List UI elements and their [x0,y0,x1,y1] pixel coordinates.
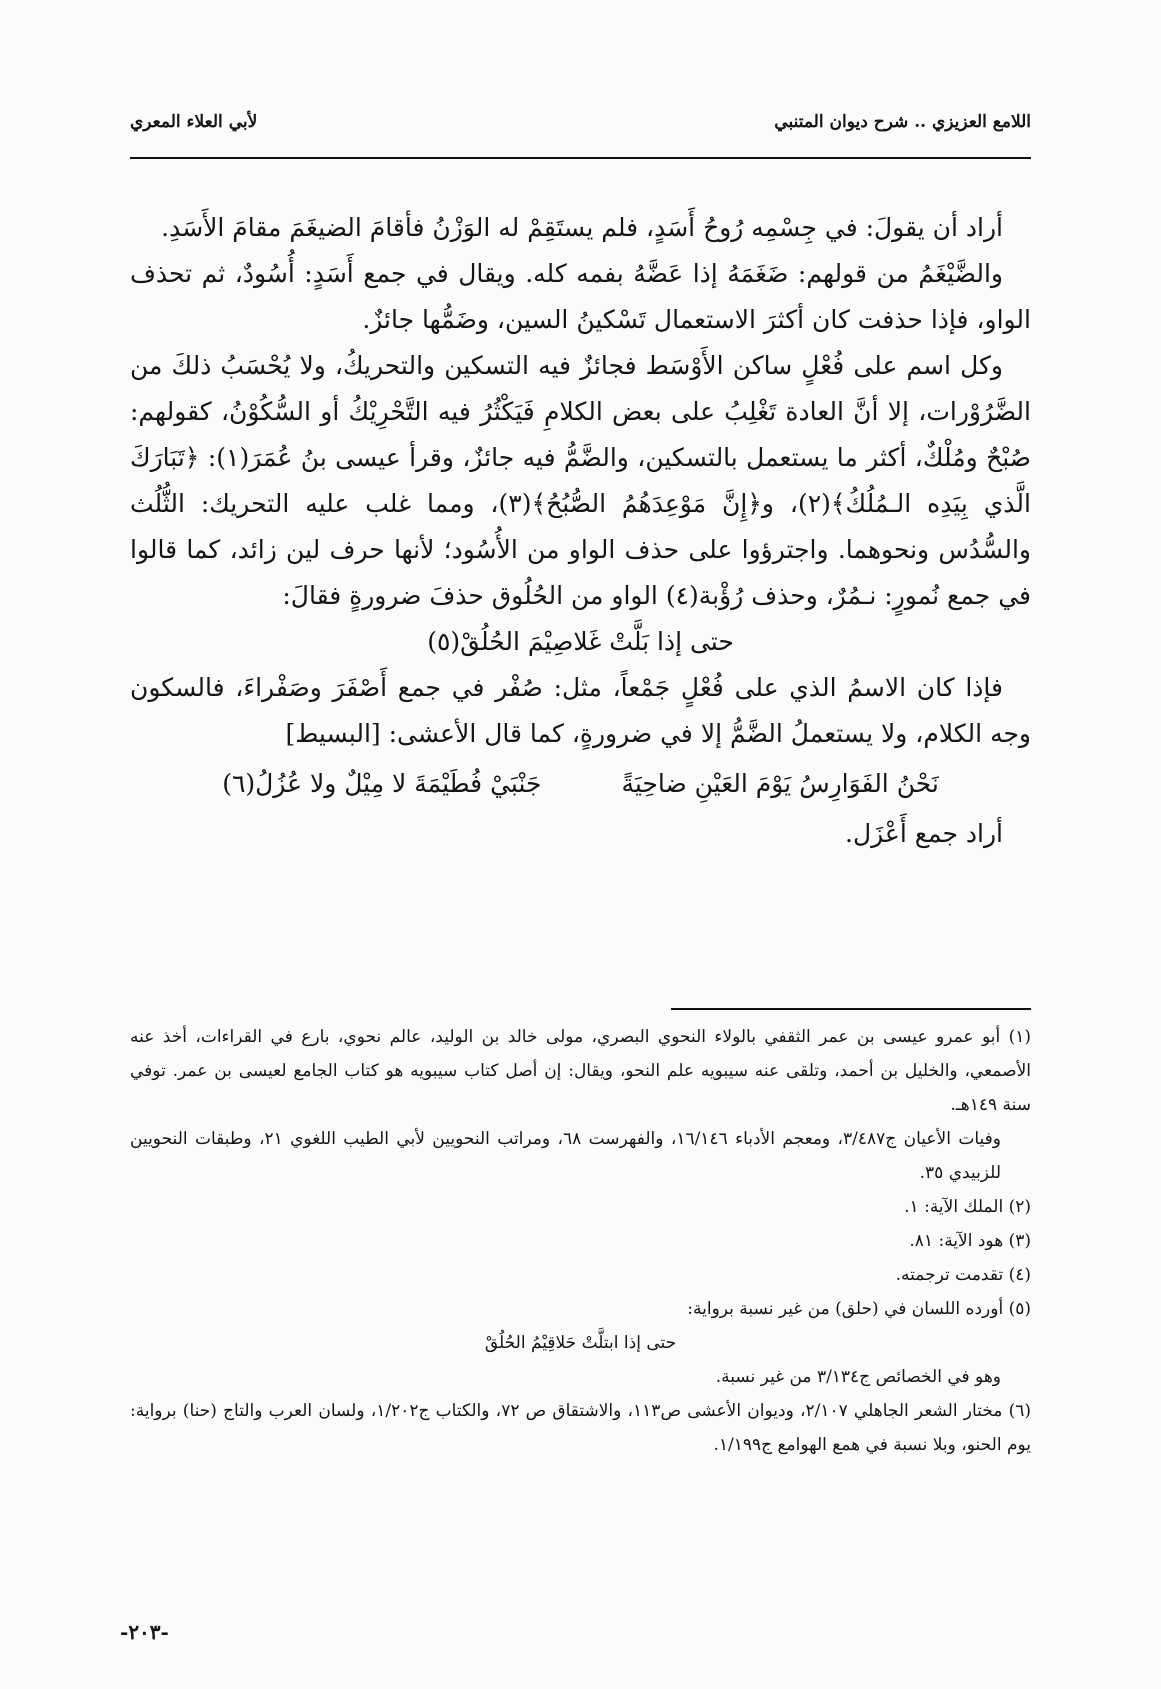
verse-hemistich-second: جَنْبَيْ فُطَيْمَةَ لا مِيْلٌ ولا عُزُلُ(٦) [222,769,542,798]
footnote-4: (٤) تقدمت ترجمته. [895,1265,1031,1285]
verse-hemistich-first: نَحْنُ الفَوَارِسُ يَوْمَ العَيْنِ ضاحِيَةً [621,769,939,798]
header-author: لأبي العلاء المعري [130,112,258,132]
verse-line-2 [130,759,1031,809]
footnote-5: (٥) أورده اللسان في (حلق) من غير نسبة برواية: [687,1299,1031,1319]
paragraph-4: فإذا كان الاسمُ الذي على فُعْلٍ جَمْعاً، مثل: صُفْر في جمع أَصْفَرَ وصَفْراءَ، فالسكون وجه الكلام، ولا يستعملُ الضَّمُّ إلا في ضرورةٍ، كما قال الأعشى: [البسيط] [130,673,1031,748]
footnote-3: (٣) هود الآية: ٨١. [909,1231,1031,1251]
paragraph-1: أراد أن يقولَ: في جِسْمِه رُوحُ أَسَدٍ، فلم يستَقِمْ له الوَزْنُ فأقامَ الضيغَمَ مقامَ الأَسَدِ. [161,213,1003,242]
paragraph-2: والضَّيْغَمُ من قولهم: ضَغَمَهُ إذا عَضَّهُ بفمه كله. ويقال في جمع أَسَدٍ: أُسُودٌ، ثم تحذف الواو، فإذا حذفت كان أكثرَ الاستعمال تَسْكينُ السين، وضَمُّها جائزٌ. [130,259,1031,334]
footnote-1: (١) أبو عمرو عيسى بن عمر الثقفي بالولاء النحوي البصري، مولى خالد بن الوليد، عالم نحوي، بارع في القراءات، أخذ عنه الأصمعي، والخليل بن أحمد، وتلقى عنه سيبويه علم النحو، ويقال: إن أصل كتاب سيبويه هو كتاب الجامع لعيسى بن عمر. توفي سنة ١٤٩هـ. [130,1027,1031,1115]
footnotes [130,1020,1031,1462]
page-number: -٢٠٣- [120,1620,169,1644]
footnote-5-note: وهو في الخصائص ج٣/١٣٤ من غير نسبة. [715,1367,1001,1387]
footnote-6: (٦) مختار الشعر الجاهلي ٢/١٠٧، وديوان الأعشى ص١١٣، والاشتقاق ص ٧٢، والكتاب ج١/٢٠٢، ولسان العرب والتاج (حنا) برواية: يوم الحنو، وبلا نسبة في همع الهوامع ج١/١٩٩. [130,1401,1031,1455]
header-book-title: اللامع العزيزي .. شرح ديوان المتنبي [774,112,1031,132]
verse-line-1: حتى إذا بَلَّتْ غَلاصِيْمَ الحُلُقْ(٥) [427,627,734,656]
header-rule [130,157,1031,159]
footnote-5-verse: حتى إذا ابتلَّتْ حَلاقِيْمُ الحُلُقْ [484,1333,677,1353]
footnote-1-sources: وفيات الأعيان ج٣/٤٨٧، ومعجم الأدباء ١٦/١٤٦، والفهرست ٦٨، ومراتب النحويين لأبي الطيب اللغوي ٢١، وطبقات النحويين للزبيدي ٣٥. [130,1129,1001,1183]
running-header [130,112,1031,148]
paragraph-3: وكل اسم على فُعْلٍ ساكن الأَوْسَط فجائزٌ فيه التسكين والتحريكُ، ولا يُحْسَبُ ذلكَ من الضَّرُوْرات، إلا أنَّ العادة تَغْلِبُ على بعض الكلامِ فَيَكْثُرُ فيه التَّحْرِيْكُ أو السُّكُوْنُ، كقولهم: صُبْحٌ ومُلْكٌ، أكثر ما يستعمل بالتسكين، والضَّمُّ فيه جائزٌ، وقرأ عيسى بنُ عُمَرَ(١): ﴿تَبَارَكَ الَّذي بِيَدِه الـمُلُكُ﴾(٢)، و﴿إِنَّ مَوْعِدَهُمُ الصُّبُحُ﴾(٣)، ومما غلب عليه التحريك: الثُّلُث والسُّدُس ونحوهما. واجترؤوا على حذف الواو من الأُسُود؛ لأنها حرف لين زائد، كما قالوا في جمع نُمورٍ: نـمُرٌ، وحذف رُؤْبة(٤) الواو من الحُلُوق حذفَ ضرورةٍ فقالَ: [130,351,1031,610]
main-text [130,205,1031,857]
footnote-rule [671,1008,1031,1010]
footnote-2: (٢) الملك الآية: ١. [904,1197,1031,1217]
paragraph-5: أراد جمع أَعْزَل. [845,819,1003,848]
